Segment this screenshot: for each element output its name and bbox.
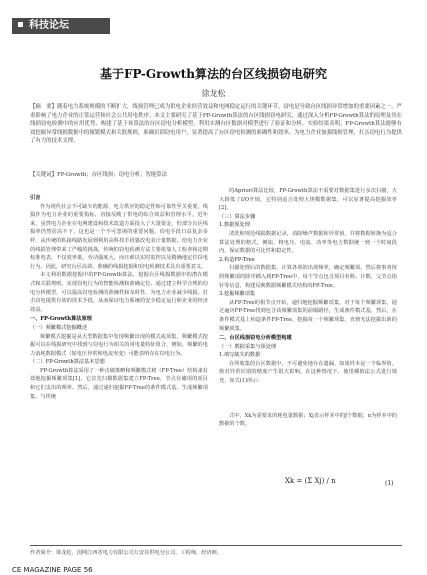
paragraph: 频繁模式挖掘是从大型数据集中发现频繁出现的模式或项集，频繁模式挖掘可以在线损研究中找到与窃电行为相关的用电量特征组合，例如，频繁的电力消耗数据模式（如电压异常和电流突变）可能表明存在窃电行为。 — [30, 333, 208, 357]
subsection-heading: 1.填写缺失的数据 — [219, 352, 261, 359]
subsection-heading: （二）FP-Growth算法基本思想 — [30, 359, 105, 366]
keywords: 【关键词】FP-Growth；台区线损；窃电分析；智能算法 — [30, 172, 168, 178]
subsection-heading: 1.数据预处理 — [219, 222, 250, 229]
page-label: CE MAGAZINE PAGE 56 — [12, 566, 93, 574]
section-heading: 二、台区线损窃电分析模型构建 — [219, 335, 292, 342]
left-column — [30, 193, 208, 401]
footnote-divider — [30, 545, 402, 546]
abstract: 【摘 要】随着电力系统规模的不断扩大，线损管理已成为供电企业经营效益和电网稳定运行的关键环节。窃电是导致台区线损异常增加的重要因素之一，严重影响了电力企业的正常运营和社会公共用电秩序。本文主要研究了基于FP-Growth算法的台区线损窃电研究，通过深入分析FP-Growth算法的原理及其在线损窃电检测中的应用优势，构建了基于该算法的台区窃电分析模型。利用实测台区数据对模型进行了验证和分析，实验结果表明，FP-Growth算法能够有效挖掘异常线损数据中的频繁模式和关联规则，准确识别窃电用户，显著提高了台区窃电检测的准确性和效率，为电力企业加强线损管理，打击窃电行为提供了有力的技术支撑。 — [30, 104, 402, 145]
author-footnote: 作者简介：徐龙松，国网江西省电力有限公司万安县供电分公司，工程师，经济师。 — [30, 550, 222, 556]
paragraph: 在所收集的台区数据中，不可避免地存在遗漏。如果样本是一个临界值，将对异常识别的精度产生很大影响。在这种情况下，使用插值法公式进行填充，如式(1)所示： — [219, 360, 397, 385]
article-title: 基于FP-Growth算法的台区线损窃电研究 — [99, 67, 328, 81]
formula-number: (1) — [385, 480, 394, 487]
subsection-heading: （三）算法步骤 — [219, 213, 256, 220]
subsection-heading: 2.构造FP-Tree — [219, 256, 255, 263]
article-author: 徐龙松 — [201, 89, 226, 98]
paragraph: 本文利用数据挖掘中的FP-Growth算法，挖掘台区线损数据中的潜在模式和关联规则，实现窃电行为的智能检测和准确定位。通过建立科学合理的窃电分析模型，可以提高窃电检测的准确性和及时性，为电力企业减少线损、打击窃电提供有效的技术手段，从而保证电力系统的安全稳定运行和企业的经济效益。 — [30, 272, 208, 313]
section-heading: 引言 — [30, 195, 41, 201]
paragraph: 清洗和规范线损数据记录，消除噪声数据和异常值，并将数据转换为适合算法处理的格式。例如，将电压、电流、功率等电力数据统一到一个时间段内，保证数据的可比性和稳定性。 — [219, 230, 397, 255]
paragraph: 作为现代社会不可缺少的能源，电力供应的稳定性和可靠性至关重要。线损作为电力企业的重要指标，直接反映了供电的综合效益和管理水平。近年来，虽然电力企业在电网建设和技术改造方面投入了大量资金，但部分台区线损率仍然居高不下，这也是一个不可忽视的重要问题。窃电手段日益复杂多样，从传统的私接线路发展到利用高科技手段篡改电表计量数据，给电力企业的线损管理带来了严峻的挑战。传统的窃电检测方法主要依靠人工检查和定期校准电表，不仅效率低，劳动强度大，而且难以实时监控以及精确地定位窃电行为。因此，研究台区高效、准确的线损挖掘和窃电检测技术具有重要意义。 — [30, 203, 208, 270]
paragraph: 扫描处理后的数据集，计算各项的出现频率，确定频繁项。然后将事务按照频繁项的降序插入到FP-Tree中，每个节点包含项目名称、计数，父节点指针等信息，构建反映数据频繁模式结构的FP-Tree。 — [219, 265, 397, 289]
paragraph: FP-Growth算法采用了一种击破策略和频繁模式树（FP-Tree）结构来有效地挖掘频繁项集[1]，它首先扫描数据集建立FP-Tree，节点存储项的项目和它们支出的频率。然后，通过递归挖掘FP-Tree的条件模式基，生成频繁项集。与传统 — [30, 367, 208, 400]
section-tag: 科技论坛 — [12, 18, 110, 34]
page-footer — [0, 566, 427, 575]
section-heading: 一、FP-Growth算法原理 — [30, 316, 92, 323]
right-column — [219, 187, 397, 429]
subsection-heading: 3.挖掘频繁项集 — [219, 291, 256, 298]
paragraph: 从FP-Tree的根节点开始，递归地挖掘频繁项集。对于每个频繁项集，通过遍历FP-Tree找到包含该频繁项集的前缀路径，生成条件模式基，然后，在条件模式基上构造条件FP-Tree，挖掘每一个频繁项集，直到无法挖掘出新的频繁项集。 — [219, 299, 397, 332]
paragraph: 式中，Xk为需要求的耗电量数据；Xj表示样本中的J个数据；n为样本中的数据的个数。 — [219, 412, 397, 428]
formula-gap — [219, 386, 397, 412]
subsection-heading: （一）数据采集与预处理 — [219, 343, 277, 350]
formula: Xk = (Σ Xj) / n — [285, 477, 336, 485]
subsection-heading: （一）频繁模式挖掘概述 — [30, 324, 88, 331]
paragraph: 的Apriori算法比较，FP-Growth算法不需要对数据集进行多次扫描，大大降低了I/O开销，它特别适合处理大规模数据集，可以显著提高挖掘效率[2]。 — [219, 188, 397, 212]
